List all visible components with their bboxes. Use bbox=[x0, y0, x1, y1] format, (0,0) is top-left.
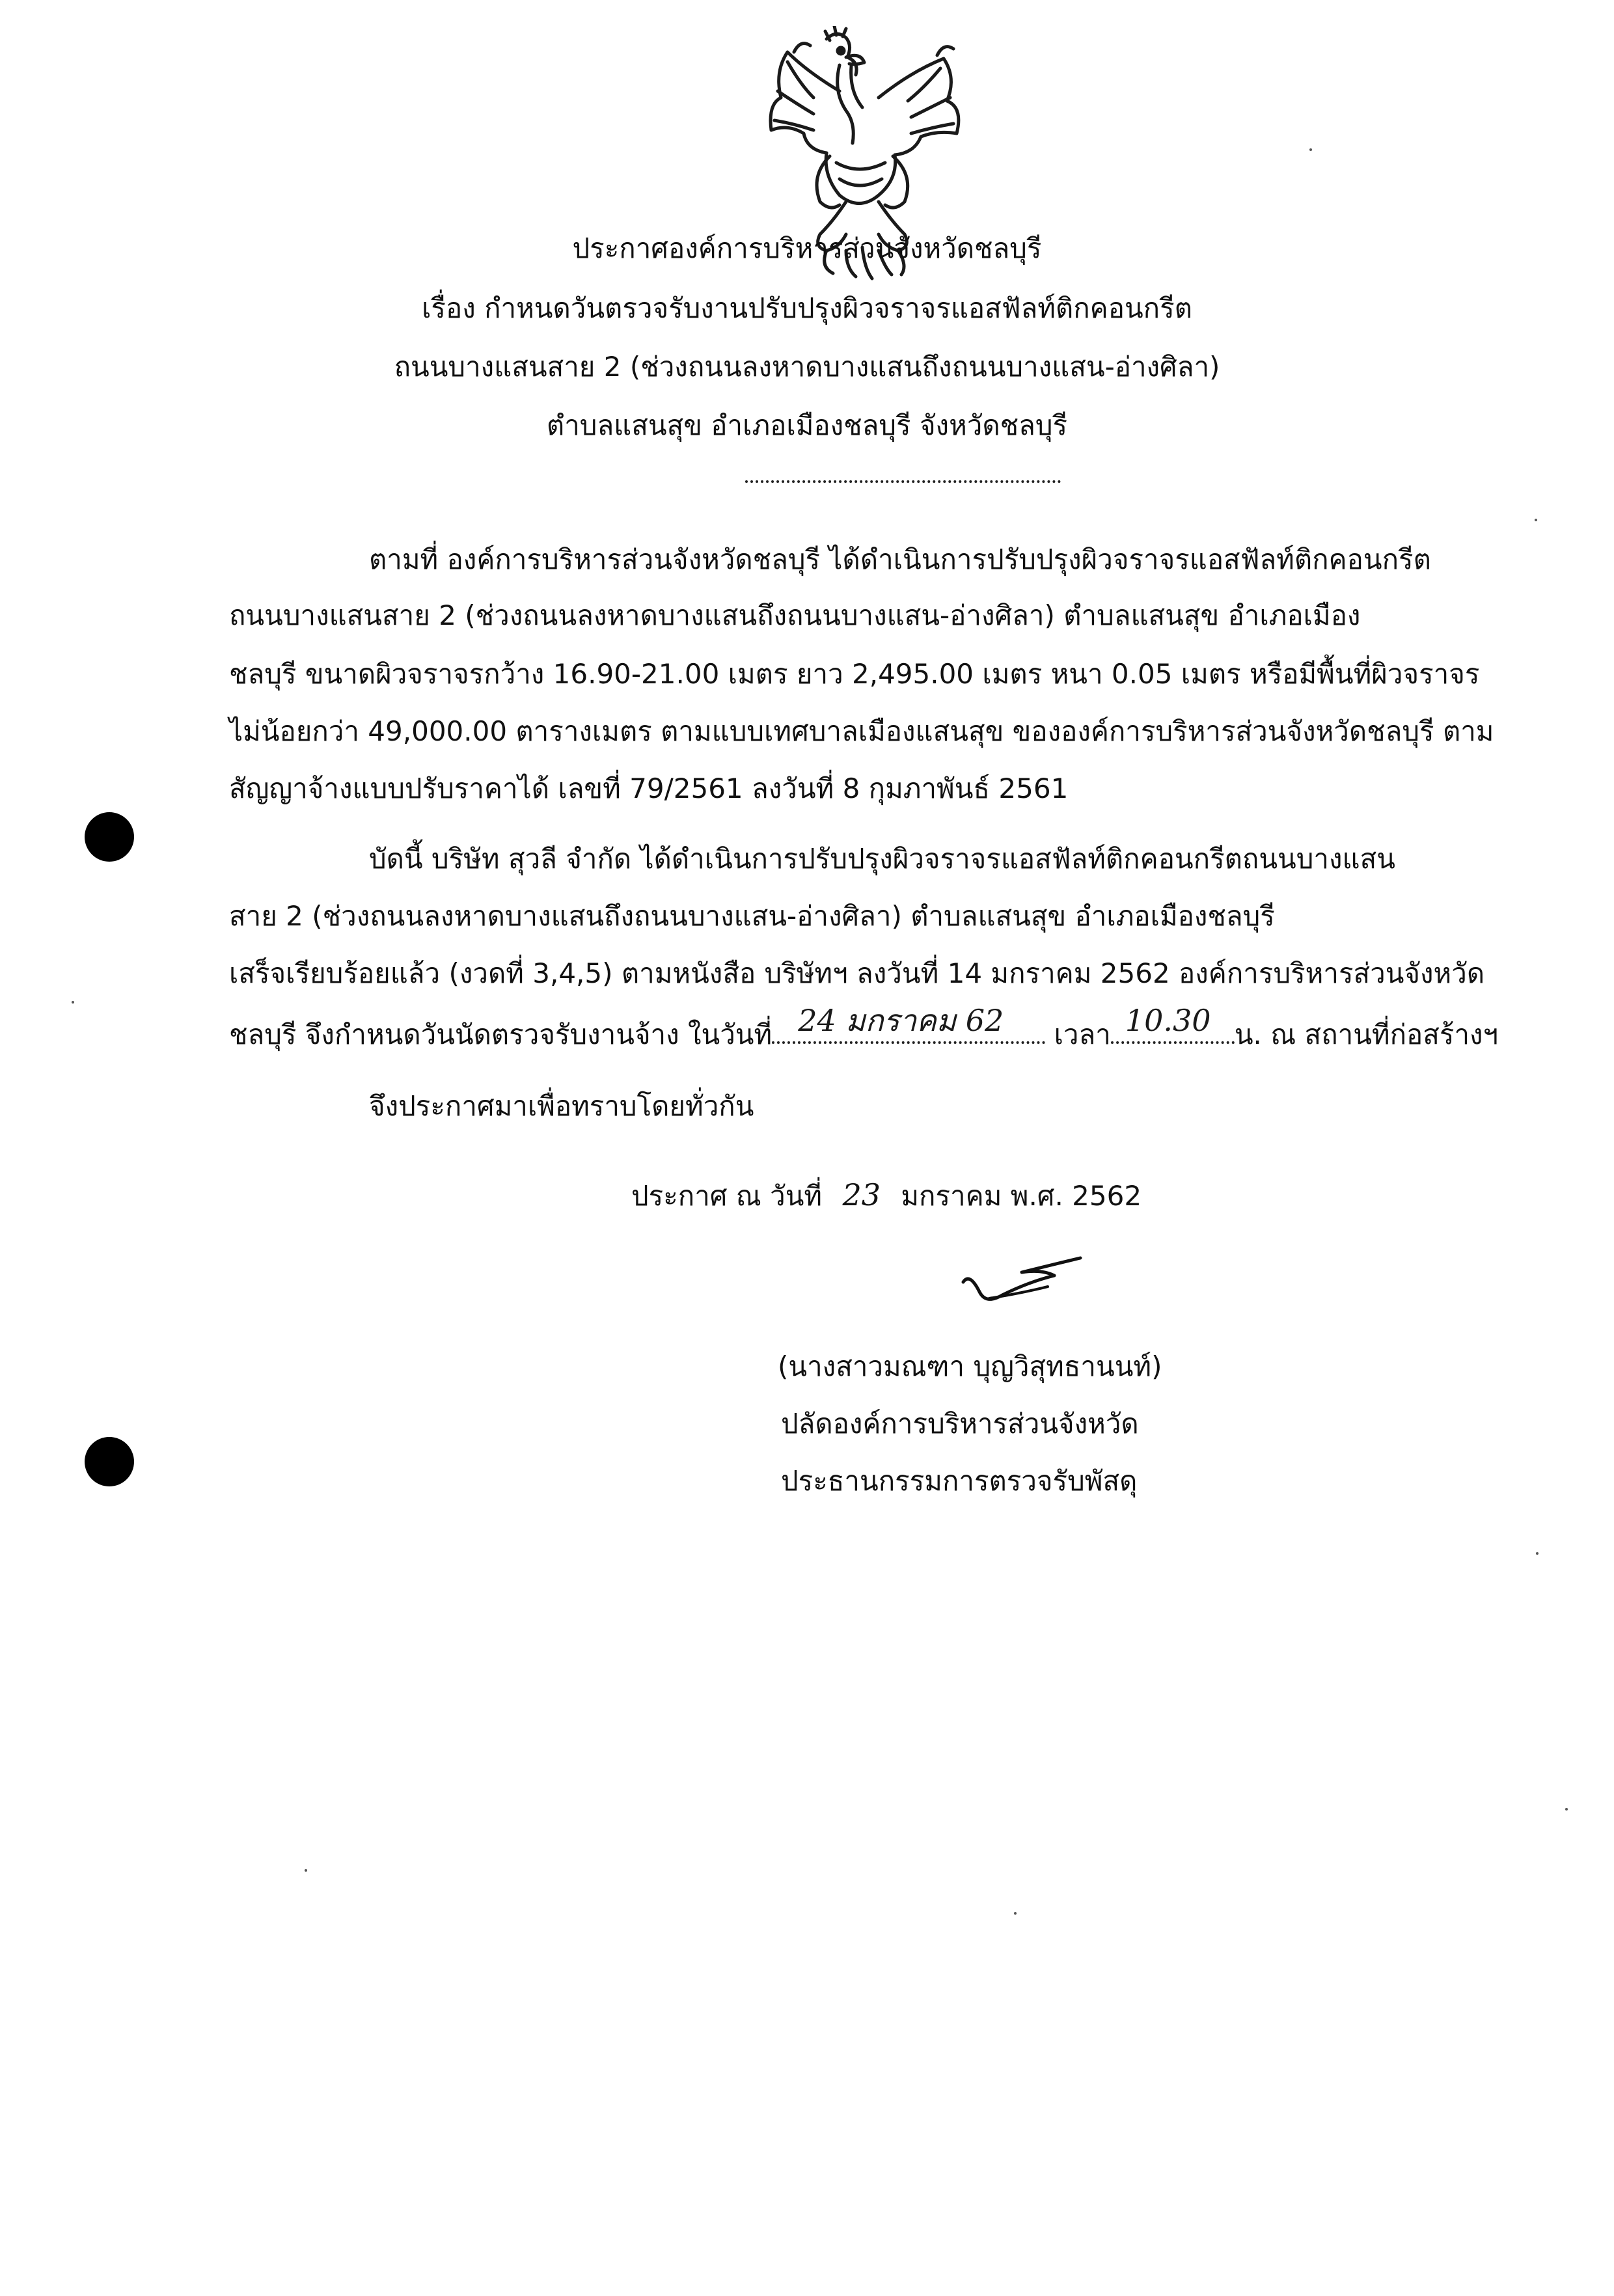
paragraph2-line4 bbox=[229, 1003, 1499, 1053]
header-divider bbox=[745, 480, 1061, 483]
scan-speck bbox=[1536, 1552, 1539, 1555]
paragraph1-line4: ไม่น้อยกว่า 49,000.00 ตารางเมตร ตามแบบเทศบาลเมืองแสนสุข ขององค์การบริหารส่วนจังหวัดชลบุรี ตาม bbox=[229, 715, 1494, 747]
announcement-title: ประกาศองค์การบริหารส่วนจังหวัดชลบุรี bbox=[572, 232, 1042, 264]
announce-prefix: ประกาศ ณ วันที่ bbox=[631, 1180, 823, 1212]
punch-hole-bottom bbox=[85, 1437, 134, 1486]
appointment-time-handwritten: 10.30 bbox=[1125, 1003, 1211, 1038]
signature bbox=[950, 1246, 1093, 1318]
paragraph1-line5: สัญญาจ้างแบบปรับราคาได้ เลขที่ 79/2561 ลงวันที่ 8 กุมภาพันธ์ 2561 bbox=[229, 772, 1069, 804]
announce-day-handwritten: 23 bbox=[842, 1177, 881, 1212]
appointment-suffix: น. ณ สถานที่ก่อสร้างฯ bbox=[1234, 1018, 1499, 1050]
announcement-subject: เรื่อง กำหนดวันตรวจรับงานปรับปรุงผิวจราจรแอสฟัลท์ติกคอนกรีต bbox=[422, 292, 1192, 324]
appointment-time-label: เวลา bbox=[1054, 1018, 1111, 1050]
scan-speck bbox=[305, 1869, 307, 1872]
closing-line: จึงประกาศมาเพื่อทราบโดยทั่วกัน bbox=[369, 1090, 754, 1122]
signatory-position2: ประธานกรรมการตรวจรับพัสดุ bbox=[781, 1465, 1138, 1497]
scan-speck bbox=[1309, 148, 1312, 151]
paragraph1-line1: ตามที่ องค์การบริหารส่วนจังหวัดชลบุรี ได้ดำเนินการปรับปรุงผิวจราจรแอสฟัลท์ติกคอนกรีต bbox=[369, 543, 1431, 575]
scan-speck bbox=[1014, 1912, 1017, 1915]
paragraph1-line2: ถนนบางแสนสาย 2 (ช่วงถนนลงหาดบางแสนถึงถนนบางแสน-อ่างศิลา) ตำบลแสนสุข อำเภอเมือง bbox=[229, 599, 1361, 631]
scan-speck bbox=[1535, 519, 1537, 521]
announcement-location: ตำบลแสนสุข อำเภอเมืองชลบุรี จังหวัดชลบุรี bbox=[546, 409, 1068, 441]
signatory-position1: ปลัดองค์การบริหารส่วนจังหวัด bbox=[781, 1408, 1139, 1440]
appointment-date-handwritten: 24 มกราคม 62 bbox=[798, 1003, 1004, 1038]
paragraph2-line3: เสร็จเรียบร้อยแล้ว (งวดที่ 3,4,5) ตามหนังสือ บริษัทฯ ลงวันที่ 14 มกราคม 2562 องค์การบริหารส่วนจังหวัด bbox=[229, 957, 1485, 989]
signatory-name: (นางสาวมณฑา บุญวิสุทธานนท์) bbox=[778, 1350, 1162, 1382]
announcement-road: ถนนบางแสนสาย 2 (ช่วงถนนลงหาดบางแสนถึงถนนบางแสน-อ่างศิลา) bbox=[394, 351, 1220, 383]
announcement-date bbox=[631, 1177, 1142, 1214]
appointment-date-field bbox=[772, 1003, 1045, 1044]
announce-month-year: มกราคม พ.ศ. 2562 bbox=[901, 1180, 1142, 1212]
paragraph1-line3: ชลบุรี ขนาดผิวจราจรกว้าง 16.90-21.00 เมตร ยาว 2,495.00 เมตร หนา 0.05 เมตร หรือมีพื้นที่ผิวจราจร bbox=[229, 658, 1480, 690]
paragraph2-line2: สาย 2 (ช่วงถนนลงหาดบางแสนถึงถนนบางแสน-อ่างศิลา) ตำบลแสนสุข อำเภอเมืองชลบุรี bbox=[229, 900, 1275, 932]
scan-speck bbox=[1565, 1808, 1568, 1811]
appointment-time-field bbox=[1111, 1003, 1235, 1044]
scan-speck bbox=[72, 1001, 74, 1004]
paragraph2-line1: บัดนี้ บริษัท สุวลี จำกัด ได้ดำเนินการปรับปรุงผิวจราจรแอสฟัลท์ติกคอนกรีตถนนบางแสน bbox=[369, 843, 1395, 875]
appointment-prefix: ชลบุรี จึงกำหนดวันนัดตรวจรับงานจ้าง ในวันที่ bbox=[229, 1018, 773, 1050]
punch-hole-top bbox=[85, 812, 134, 862]
